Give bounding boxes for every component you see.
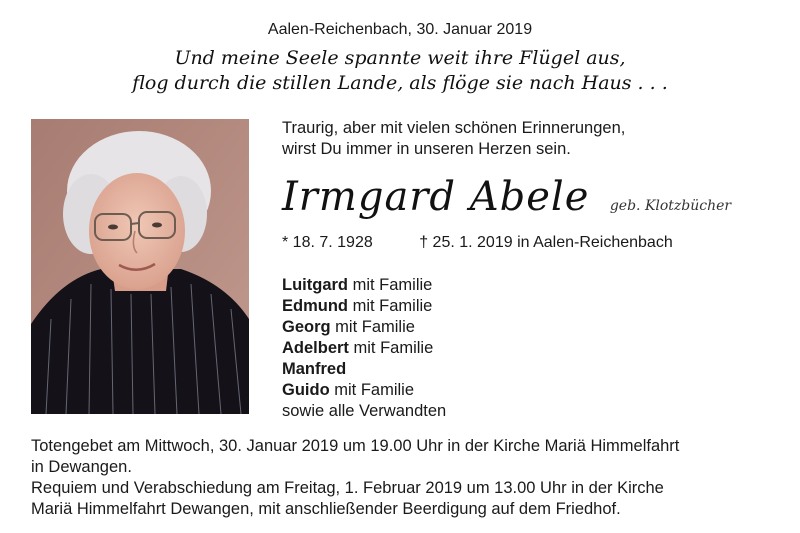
- death-date: † 25. 1. 2019 in Aalen-Reichenbach: [419, 234, 673, 251]
- life-dates: [282, 233, 673, 253]
- family-member: Edmund mit Familie: [282, 297, 433, 315]
- family-list: [282, 275, 446, 422]
- poem-line-2: flog durch die stillen Lande, als flöge sie nach Haus . . .: [132, 72, 668, 94]
- service-details: [31, 436, 781, 520]
- birth-date: * 18. 7. 1928: [282, 234, 373, 251]
- family-member: Manfred: [282, 360, 347, 378]
- portrait-photo: [31, 119, 249, 414]
- family-member: Guido mit Familie: [282, 381, 414, 399]
- family-member: Georg mit Familie: [282, 318, 415, 336]
- family-closing: sowie alle Verwandten: [282, 402, 447, 420]
- intro-text: [282, 118, 625, 160]
- service-line-4: Mariä Himmelfahrt Dewangen, mit anschließender Beerdigung auf dem Friedhof.: [31, 500, 621, 518]
- intro-line-1: Traurig, aber mit vielen schönen Erinnerungen,: [282, 119, 626, 137]
- deceased-name-row: [282, 174, 731, 220]
- service-line-2: in Dewangen.: [31, 458, 132, 476]
- place-date: Aalen-Reichenbach, 30. Januar 2019: [267, 21, 533, 38]
- maiden-name: geb. Klotzbücher: [609, 198, 732, 214]
- intro-line-2: wirst Du immer in unseren Herzen sein.: [282, 140, 571, 158]
- service-line-3: Requiem und Verabschiedung am Freitag, 1. Februar 2019 um 13.00 Uhr in der Kirche: [31, 479, 664, 497]
- poem-line-1: Und meine Seele spannte weit ihre Flügel aus,: [174, 47, 626, 69]
- family-member: Adelbert mit Familie: [282, 339, 434, 357]
- poem: [0, 46, 800, 96]
- family-member: Luitgard mit Familie: [282, 276, 433, 294]
- service-line-1: Totengebet am Mittwoch, 30. Januar 2019 um 19.00 Uhr in der Kirche Mariä Himmelfahrt: [31, 437, 680, 455]
- deceased-name: Irmgard Abele: [282, 174, 590, 220]
- portrait-illustration: [31, 119, 249, 414]
